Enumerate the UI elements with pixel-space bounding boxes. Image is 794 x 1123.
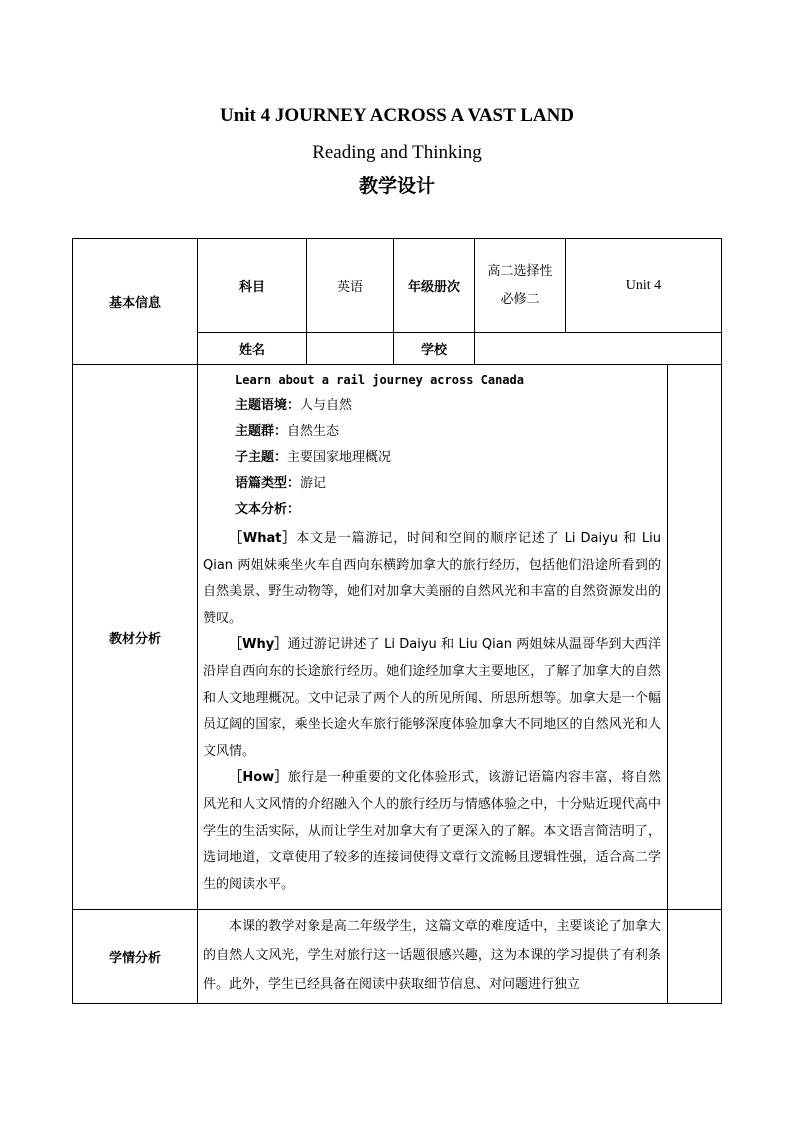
subject-label: 科目 — [238, 280, 265, 295]
subtheme — [235, 445, 655, 471]
material-analysis-head — [235, 367, 655, 523]
school-field[interactable] — [475, 333, 721, 364]
material-analysis-label: 教材分析 — [108, 631, 161, 647]
how-tag: ［How］ — [229, 770, 288, 786]
grade-value-line1: 高二选择性 — [487, 263, 553, 279]
theme-context-value: 人与自然 — [300, 398, 353, 413]
learner-analysis-label: 学情分析 — [108, 951, 161, 966]
document-type: 教学设计 — [358, 175, 435, 197]
subject-value: 英语 — [336, 280, 363, 295]
how-text: 旅行是一种重要的文化体验形式，该游记语篇内容丰富，将自然风光和人文风情的介绍融入个人的旅行经历与情感体验之中，十分贴近现代高中学生的生活实际，从而让学生对加拿大有了更深入的了解。本文语言简洁明了，选词地道，文章使用了较多的连接词使得文章行文流畅且逻辑性强，适合高二学生的阅读水平。 — [203, 770, 661, 892]
why-paragraph — [203, 632, 661, 765]
what-tag: ［What］ — [229, 531, 297, 546]
theme-group — [235, 419, 655, 445]
text-type — [235, 471, 655, 497]
text-type-value: 游记 — [300, 476, 327, 491]
grade-label: 年级册次 — [407, 280, 460, 295]
what-paragraph — [203, 526, 661, 632]
what-text: 本文是一篇游记，时间和空间的顺序记述了 Li Daiyu 和 Liu Qian 两姐妹乘坐火车自西向东横跨加拿大的旅行经历，包括他们沿途所看到的自然美景、野生动物等，她们对加拿大美丽的自然风光和丰富的自然资源发出的赞叹。 — [203, 531, 661, 626]
text-analysis-label: 文本分析： — [235, 502, 301, 517]
name-field[interactable] — [307, 333, 393, 364]
theme-context — [235, 393, 655, 419]
learner-analysis-text: 本课的教学对象是高二年级学生，这篇文章的难度适中，主要谈论了加拿大的自然人文风光，学生对旅行这一话题很感兴趣，这为本课的学习提供了有利条件。此外，学生已经具备在阅读中获取细节信息、对问题进行独立 — [203, 919, 661, 992]
document-subtitle: Reading and Thinking — [312, 142, 482, 163]
unit-value: Unit 4 — [625, 277, 662, 293]
name-label: 姓名 — [238, 343, 265, 358]
school-label: 学校 — [420, 343, 447, 358]
text-type-label: 语篇类型： — [235, 476, 301, 491]
theme-group-value: 自然生态 — [287, 424, 340, 439]
why-text: 通过游记讲述了 Li Daiyu 和 Liu Qian 两姐妹从温哥华到大西洋沿岸自西向东的长途旅行经历。她们途经加拿大主要地区，了解了加拿大的自然和人文地理概况。文中记录了两个人的所见所闻、所思所想等。加拿大是一个幅员辽阔的国家，乘坐长途火车旅行能够深度体验加拿大不同地区的自然风光和人文风情。 — [203, 637, 661, 759]
theme-context-label: 主题语境： — [235, 398, 301, 413]
document-title: Unit 4 JOURNEY ACROSS A VAST LAND — [219, 105, 575, 126]
grade-value-line2: 必修二 — [500, 291, 540, 307]
why-tag: ［Why］ — [229, 637, 288, 653]
material-analysis-body — [203, 526, 661, 898]
theme-group-label: 主题群： — [235, 424, 288, 439]
subtheme-value: 主要国家地理概况 — [287, 450, 392, 465]
material-heading: Learn about a rail journey across Canada — [235, 373, 524, 387]
grade-value — [475, 239, 565, 332]
how-paragraph — [203, 765, 661, 898]
subtheme-label: 子主题： — [235, 450, 288, 465]
basic-info-label: 基本信息 — [108, 296, 161, 311]
